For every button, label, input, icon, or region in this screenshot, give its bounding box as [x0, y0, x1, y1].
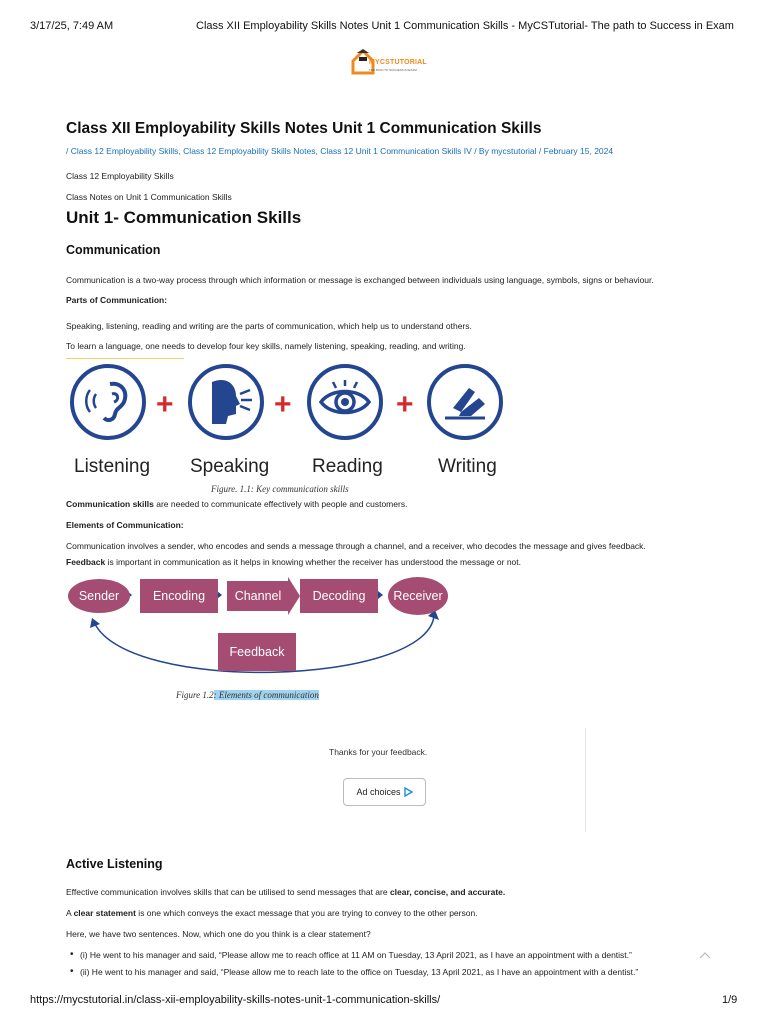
plus-sign: +	[156, 388, 174, 421]
bold-term: clear statement	[73, 908, 136, 918]
scroll-up-icon[interactable]	[699, 951, 711, 959]
list-item: • (ii) He went to his manager and said, “Please allow me to reach late to the office on Tuesday, 13 April 2021, as I have an appointment with a dentist.”	[80, 967, 638, 977]
paragraph	[66, 887, 505, 897]
ad-choices-button[interactable]	[343, 778, 426, 806]
paragraph: Speaking, listening, reading and writing are the parts of communication, which help us to understand others.	[66, 321, 472, 331]
skill-label: Speaking	[190, 456, 270, 477]
meta-date-sep: /	[536, 146, 544, 156]
skill-label: Reading	[312, 456, 383, 477]
divider	[66, 358, 184, 359]
unit-heading: Unit 1- Communication Skills	[66, 208, 302, 227]
eye-icon	[307, 364, 383, 440]
paragraph	[66, 557, 521, 567]
figure-caption	[176, 690, 319, 700]
text-run: Effective communication involves skills that can be utilised to send messages that are	[66, 887, 390, 897]
site-logo[interactable]	[349, 45, 427, 81]
text-run: are needed to communicate effectively with people and customers.	[153, 499, 408, 509]
channel-node: Channel	[227, 581, 289, 611]
ad-feedback-text: Thanks for your feedback.	[329, 747, 428, 757]
paragraph: To learn a language, one needs to develop four key skills, namely listening, speaking, reading, and writing.	[66, 341, 466, 351]
parts-heading: Parts of Communication:	[66, 295, 168, 305]
skill-label: Listening	[74, 456, 151, 477]
speaking-head-icon	[188, 364, 264, 440]
ad-choices-icon	[403, 787, 413, 797]
ear-icon	[70, 364, 146, 440]
caption-text: : Elements of communication	[213, 690, 319, 700]
paragraph	[66, 908, 478, 918]
logo-brand: MYCSTUTORIAL	[369, 59, 427, 66]
paragraph: Communication is a two-way process through which information or message is exchanged between individuals using language, symbols, signs or behaviour.	[66, 275, 654, 285]
feedback-node: Feedback	[218, 633, 296, 671]
meta-comma: ,	[178, 146, 184, 156]
post-meta	[66, 146, 613, 156]
print-page-count: 1/9	[722, 994, 738, 1006]
paragraph	[66, 499, 407, 509]
category-link-2[interactable]: Class 12 Employability Skills Notes	[183, 146, 316, 156]
writing-hand-icon	[427, 364, 503, 440]
category-link-1[interactable]: Class 12 Employability Skills	[70, 146, 179, 156]
text-run: is important in communication as it helps in knowing whether the receiver has understood the message or not.	[105, 557, 521, 567]
elements-heading: Elements of Communication:	[66, 520, 184, 530]
figure-elements	[66, 576, 452, 686]
receiver-node: Receiver	[388, 577, 448, 615]
decoding-node: Decoding	[300, 579, 378, 613]
communication-heading: Communication	[66, 243, 161, 257]
meta-by: / By	[471, 146, 492, 156]
print-datetime: 3/17/25, 7:49 AM	[30, 20, 114, 32]
page-title: Class XII Employability Skills Notes Unit 1 Communication Skills	[66, 120, 542, 137]
paragraph: Here, we have two sentences. Now, which one do you think is a clear statement?	[66, 929, 371, 939]
meta-lead: /	[66, 146, 71, 156]
text-run: is one which conveys the exact message that you are trying to convey to the other person.	[135, 908, 478, 918]
author-link[interactable]: mycstutorial	[491, 146, 537, 156]
meta-comma: ,	[315, 146, 321, 156]
skill-label: Writing	[438, 456, 497, 477]
figure-caption: Figure. 1.1: Key communication skills	[211, 484, 349, 494]
ad-choices-label: Ad choices	[356, 787, 401, 797]
plus-sign: +	[274, 388, 292, 421]
channel-arrowhead-icon	[288, 577, 300, 615]
sender-node: Sender	[68, 579, 130, 613]
text-line: Class Notes on Unit 1 Communication Skills	[66, 192, 232, 202]
list-item: • (i) He went to his manager and said, “Please allow me to reach office at 11 AM on Tuesday, 13 April 2021, as I have an appointment with a dentist.”	[80, 950, 632, 960]
ad-divider	[585, 728, 586, 832]
date-link[interactable]: February 15, 2024	[543, 146, 614, 156]
paragraph: Communication involves a sender, who encodes and sends a message through a channel, and a receiver, who decodes the message and gives feedback.	[66, 541, 646, 551]
category-link-3[interactable]: Class 12 Unit 1 Communication Skills IV	[320, 146, 472, 156]
encoding-node: Encoding	[140, 579, 218, 613]
print-url: https://mycstutorial.in/class-xii-employability-skills-notes-unit-1-communication-skills/	[30, 994, 441, 1006]
text-run: A	[66, 908, 74, 918]
print-page-title: Class XII Employability Skills Notes Unit 1 Communication Skills - MyCSTutorial- The path to Success in Exam	[196, 20, 734, 32]
caption-label: Figure 1.2	[176, 690, 214, 700]
bold-term: Feedback	[66, 557, 106, 567]
active-listening-heading: Active Listening	[66, 857, 163, 871]
logo-tagline: THE PATH TO SUCCESS IN EXAM	[369, 68, 417, 72]
plus-sign: +	[396, 388, 414, 421]
bold-term: clear, concise, and accurate.	[389, 887, 506, 897]
text-line: Class 12 Employability Skills	[66, 171, 174, 181]
figure-key-skills	[66, 362, 508, 496]
bold-term: Communication skills	[66, 499, 154, 509]
